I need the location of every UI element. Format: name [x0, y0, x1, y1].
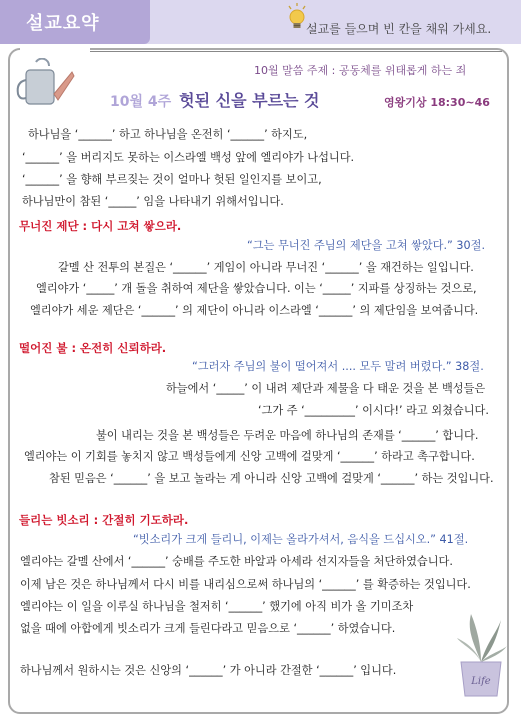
instruction-text: 설교를 들으며 빈 칸을 채워 가세요.: [306, 22, 492, 36]
plant-pot-label: Life: [471, 676, 491, 687]
section-1-line-2: 엘리야가 ‘_____’ 개 돌을 취하여 제단을 쌓았습니다. 이는 ‘_____’ 지파를 상징하는 것으로,: [36, 282, 477, 295]
section-3-line-1: 엘리야는 갈멜 산에서 ‘______’ 숭배를 주도한 바알과 아세라 선지자들을 처단하였습니다.: [20, 555, 453, 568]
section-1-line-3: 엘리야가 세운 제단은 ‘______’ 의 제단이 아니라 이스라엘 ‘______’ 의 제단임을 보여줍니다.: [30, 304, 479, 317]
intro-line-4: 하나님만이 참된 ‘_____’ 임을 나타내기 위해서입니다.: [22, 195, 284, 208]
section-3-line-3: 엘리야는 이 일을 이루실 하나님을 철저히 ‘______’ 했기에 아직 비가 올 기미조차: [20, 600, 414, 613]
section-2-line-2: ‘그가 주 ‘_________’ 이시다!’ 라고 외쳤습니다.: [258, 404, 489, 417]
section-3-line-4: 없을 때에 아합에게 빗소리가 크게 들린다라고 믿음으로 ‘______’ 하였습니다.: [20, 622, 396, 635]
section-2-line-4: 엘리야는 이 기회를 놓치지 않고 백성들에게 신앙 고백에 걸맞게 ‘______’ 하라고 촉구합니다.: [24, 450, 475, 463]
intro-line-2: ‘______’ 을 버리지도 못하는 이스라엘 백성 앞에 엘리야가 나섭니다.: [22, 151, 355, 164]
intro-line-3: ‘______’ 을 향해 부르짖는 것이 얼마나 헛된 일인지를 보이고,: [22, 173, 322, 186]
section-1-verse: “그는 무너진 주님의 제단을 고쳐 쌓았다.” 30절.: [247, 239, 485, 252]
sermon-title: 헛된 신을 부르는 것: [179, 91, 320, 110]
section-1-heading: 무너진 제단 : 다시 고쳐 쌓으라.: [19, 219, 182, 233]
section-2-line-3: 불이 내리는 것을 본 백성들은 두려운 마음에 하나님의 존재를 ‘______’ 합니다.: [96, 429, 479, 442]
sermon-date: 10월 4주: [110, 94, 172, 110]
scripture-reference: 영왕기상 18:30~46: [384, 96, 490, 109]
section-3-verse: “빗소리가 크게 들리니, 이제는 올라가셔서, 음식을 드십시오.” 41절.: [133, 533, 469, 546]
section-3-line-2: 이제 남은 것은 하나님께서 다시 비를 내리심으로써 하나님의 ‘______’ 를 확증하는 것입니다.: [20, 578, 471, 591]
watering-can-icon: [12, 58, 76, 114]
frame-gap: [20, 44, 90, 54]
header-divider: [90, 51, 502, 52]
monthly-theme: 10월 말씀 주제 : 공동체를 위태롭게 하는 죄: [254, 64, 467, 77]
intro-line-1: 하나님을 ‘______’ 하고 하나님을 온전히 ‘______’ 하지도,: [28, 128, 308, 141]
section-2-verse: “그러자 주님의 불이 떨어져서 .... 모두 말려 버렸다.” 38절.: [192, 360, 484, 373]
lightbulb-icon: [287, 3, 307, 37]
section-1-line-1: 갈멜 산 전투의 본질은 ‘______’ 게임이 아니라 무너진 ‘______’ 을 재건하는 일입니다.: [58, 261, 474, 274]
section-2-heading: 떨어진 불 : 온전히 신뢰하라.: [19, 341, 167, 355]
sermon-heading: [110, 88, 320, 111]
potted-plant-icon: [453, 612, 509, 700]
section-3-heading: 들리는 빗소리 : 간절히 기도하라.: [19, 513, 189, 527]
page-title: 설교요약: [26, 13, 100, 34]
section-2-line-1: 하늘에서 ‘_____’ 이 내려 제단과 제물을 다 태운 것을 본 백성들은: [166, 382, 486, 395]
title-tab: [0, 0, 150, 44]
section-3-line-5: 하나님께서 원하시는 것은 신앙의 ‘______’ 가 아니라 간절한 ‘______’ 입니다.: [20, 664, 397, 677]
section-2-line-5: 참된 믿음은 ‘______’ 을 보고 놀라는 게 아니라 신앙 고백에 걸맞게 ‘______’ 하는 것입니다.: [49, 472, 494, 485]
